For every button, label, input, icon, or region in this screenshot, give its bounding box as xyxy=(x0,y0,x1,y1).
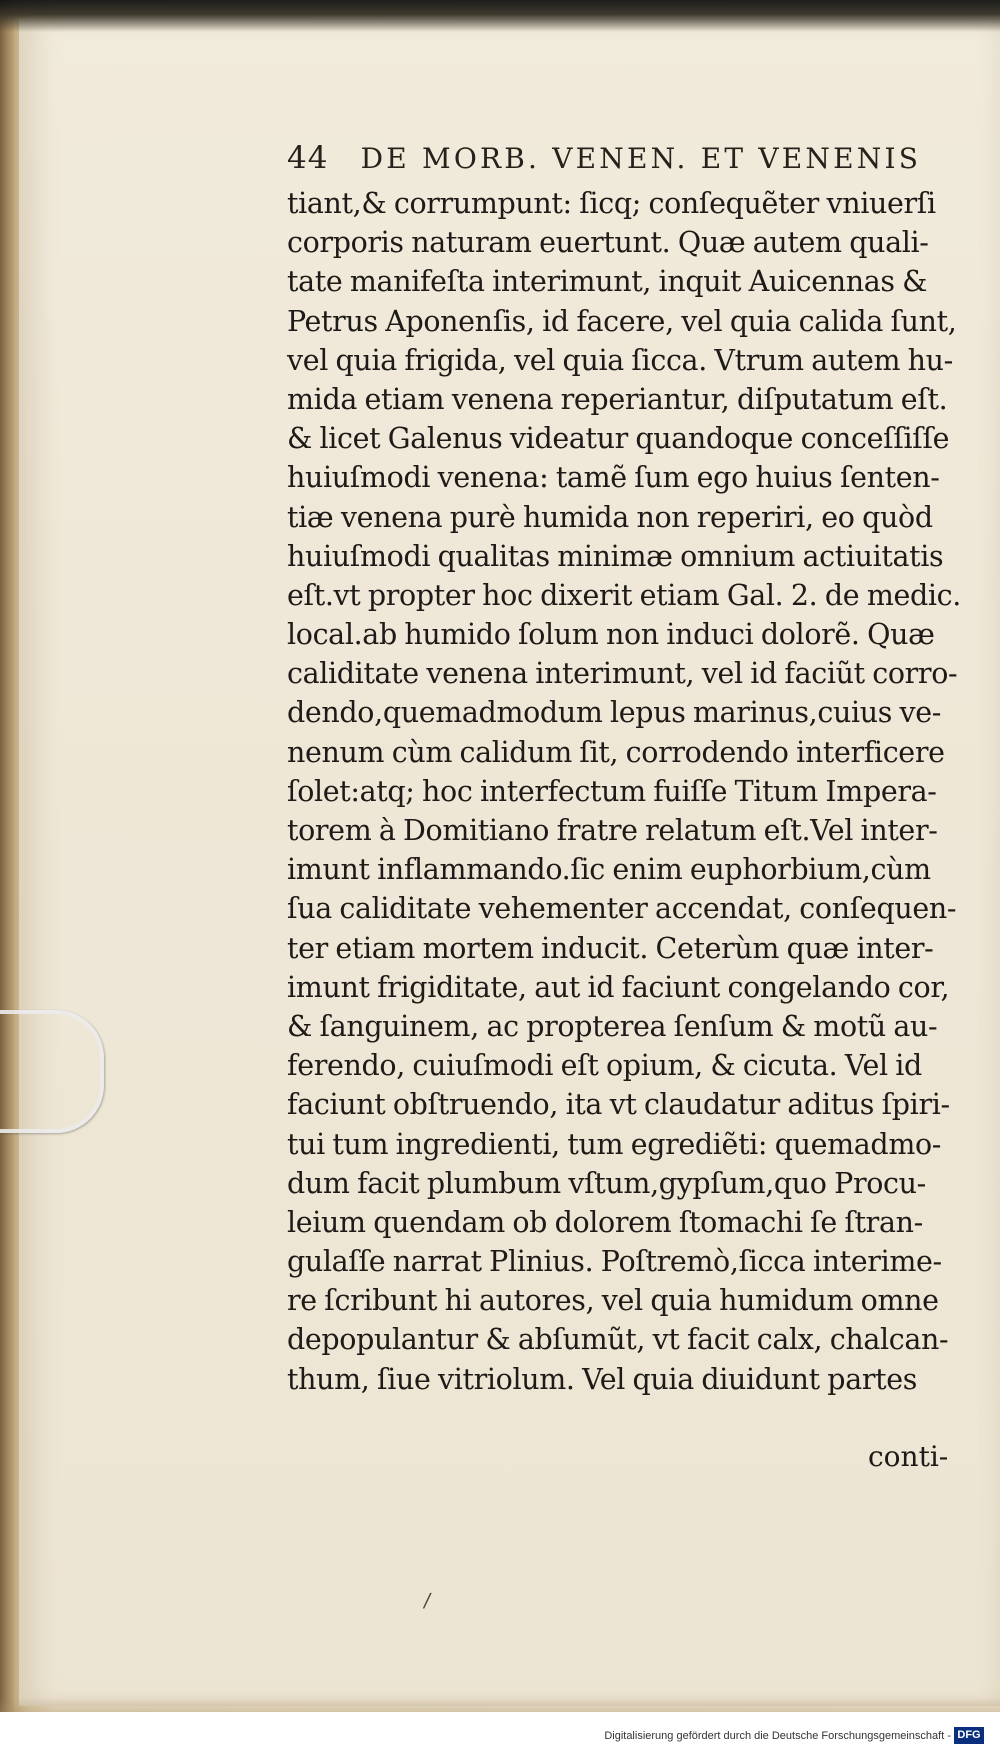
text-line-12: local.ab humido ſolum non induci dolorẽ. Quæ xyxy=(287,618,935,652)
text-line-9: tiæ venena purè humida non reperiri, eo quòd xyxy=(287,500,933,534)
text-line-6: mida etiam venena reperiantur, diſputatum eſt. xyxy=(287,382,948,416)
text-line-19: ſua caliditate vehementer accendat, conſequen- xyxy=(287,892,957,926)
text-line-4: Petrus Aponenſis, id facere, vel quia calida ſunt, xyxy=(287,304,957,338)
dfg-logo: DFG xyxy=(954,1727,984,1744)
text-line-16: ſolet:atq; hoc interfectum fuiſſe Titum Impera- xyxy=(287,774,937,808)
small-page-mark: / xyxy=(422,1587,433,1613)
text-line-11: eſt.vt propter hoc dixerit etiam Gal. 2. de medic. xyxy=(287,578,961,612)
text-line-30: depopulantur & abſumũt, vt facit calx, chalcan- xyxy=(287,1323,949,1357)
running-title: DE MORB. VENEN. ET VENENIS xyxy=(360,142,922,175)
main-text-block xyxy=(287,184,961,1399)
text-line-21: imunt frigiditate, aut id faciunt congelando cor, xyxy=(287,970,950,1004)
text-line-20: ter etiam mortem inducit. Ceterùm quæ inter- xyxy=(287,931,934,965)
digitization-credit: Digitalisierung gefördert durch die Deutsche Forschungsgemeinschaft - xyxy=(604,1730,951,1742)
text-line-24: faciunt obſtruendo, ita vt claudatur aditus ſpiri- xyxy=(287,1088,950,1122)
page-number: 44 xyxy=(287,140,329,176)
text-line-15: nenum cùm calidum ſit, corrodendo interficere xyxy=(287,735,945,769)
page-bottom-shadow xyxy=(0,1698,1000,1712)
text-line-7: & licet Galenus videatur quandoque conceſſiſſe xyxy=(287,422,950,456)
book-binding-edge xyxy=(0,0,16,1758)
text-line-25: tui tum ingredienti, tum egrediẽti: quemadmo- xyxy=(287,1127,942,1161)
text-line-23: ferendo, cuiuſmodi eſt opium, & cicuta. Vel id xyxy=(287,1049,922,1083)
text-line-10: huiuſmodi qualitas minimæ omnium actiuitatis xyxy=(287,539,944,573)
running-head xyxy=(287,140,922,180)
text-line-14: dendo,quemadmodum lepus marinus,cuius ve- xyxy=(287,696,942,730)
text-line-27: leium quendam ob dolorem ſtomachi ſe ſtran- xyxy=(287,1205,923,1239)
text-line-8: huiuſmodi venena: tamẽ ſum ego huius ſenten- xyxy=(287,461,940,495)
text-line-17: torem à Domitiano fratre relatum eſt.Vel inter- xyxy=(287,814,938,847)
text-line-22: & ſanguinem, ac propterea ſenſum & motũ au- xyxy=(287,1009,938,1043)
text-line-13: caliditate venena interimunt, vel id faciũt corro- xyxy=(287,657,958,691)
text-line-26: dum facit plumbum vſtum,gypſum,quo Procu- xyxy=(287,1166,926,1200)
text-line-31: thum, ſiue vitriolum. Vel quia diuidunt partes xyxy=(287,1362,918,1396)
page-clip xyxy=(0,1010,104,1133)
text-line-2: corporis naturam euertunt. Quæ autem quali- xyxy=(287,226,929,260)
text-line-28: gulaſſe narrat Plinius. Poſtremò,ſicca interime- xyxy=(287,1245,942,1279)
catchword: conti- xyxy=(868,1440,949,1473)
text-line-1: tiant,& corrumpunt: ſicq; conſequẽter vniuerſi xyxy=(287,187,936,220)
text-line-29: re ſcribunt hi autores, vel quia humidum omne xyxy=(287,1284,939,1318)
top-scan-shadow xyxy=(0,0,1000,32)
text-line-5: vel quia frigida, vel quia ſicca. Vtrum autem hu- xyxy=(287,343,953,377)
text-line-3: tate manifeſta interimunt, inquit Auicennas & xyxy=(287,265,928,299)
text-line-18: imunt inflammando.ſic enim euphorbium,cùm xyxy=(287,853,931,887)
